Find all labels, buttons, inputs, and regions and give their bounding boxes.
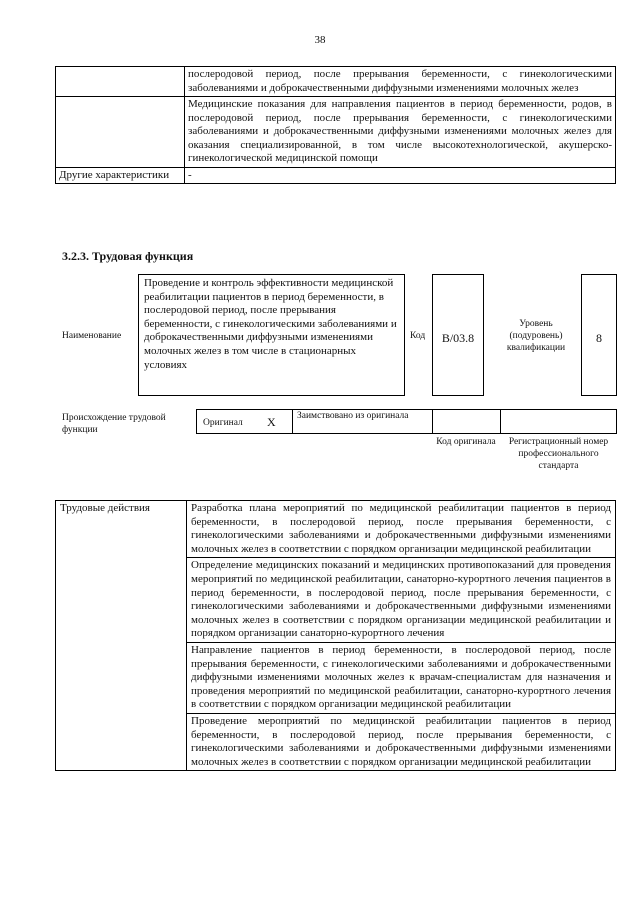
characteristics-table xyxy=(55,66,616,184)
borrowed-label: Заимствовано из оригинала xyxy=(297,411,409,421)
function-name-box: Проведение и контроль эффективности медицинской реабилитации пациентов в период беременности, в послеродовой период, после прерывания беременности, с гинекологическими заболеваниями и доброкачественными диффузными изменениями молочных желез в том числе в стационарных условиях xyxy=(138,274,405,396)
qualification-level-box: 8 xyxy=(581,274,617,396)
registration-number-cell xyxy=(500,409,617,434)
empty-label-cell xyxy=(56,67,185,97)
labor-action-item: Проведение мероприятий по медицинской реабилитации пациентов в период беременности, в послеродовой период, после прерывания беременности, с гинекологическими заболеваниями и доброкачественными диффузными изменениями молочных желез в соответствии с порядком организации медицинской реабилитации xyxy=(187,713,616,770)
section-title: 3.2.3. Трудовая функция xyxy=(62,249,194,263)
registration-number-caption: Регистрационный номер профессионального стандарта xyxy=(508,437,609,471)
original-code-caption: Код оригинала xyxy=(436,437,496,447)
page-number: 38 xyxy=(314,34,326,46)
labor-action-item: Определение медицинских показаний и медицинских противопоказаний для проведения мероприятий по медицинской реабилитации, санаторно-курортного лечения пациентов в период беременности, в послеродовой период, после прерывания беременности, с гинекологическими заболеваниями и доброкачественными диффузными изменениями молочных желез в соответствии с порядком организации медицинской реабилитации и порядком организации санаторно-курортного лечения xyxy=(187,558,616,643)
origin-label: Происхождение трудовой функции xyxy=(62,413,166,435)
other-characteristics-value: - xyxy=(185,167,616,184)
original-mark: X xyxy=(267,415,276,429)
conditions-cell: послеродовой период, после прерывания беременности, с гинекологическими заболеваниями и доброкачественными диффузными изменениями молочных желез xyxy=(185,67,616,97)
labor-actions-label: Трудовые действия xyxy=(56,501,187,771)
code-label: Код xyxy=(410,331,426,341)
original-code-cell xyxy=(432,409,501,434)
original-cell xyxy=(196,409,293,434)
origin-row xyxy=(196,409,617,434)
medical-indications-cell: Медицинские показания для направления пациентов в период беременности, родов, в послеродовой период, после прерывания беременности, с гинекологическими заболеваниями и доброкачественными диффузными изменениями молочных желез для оказания специализированной, в том числе высокотехнологической, акушерско-гинекологической медицинской помощи xyxy=(185,97,616,168)
empty-label-cell xyxy=(56,97,185,168)
name-label: Наименование xyxy=(62,331,122,341)
labor-action-item: Направление пациентов в период беременности, в послеродовой период, после прерывания беременности, с гинекологическими заболеваниями и доброкачественными диффузными изменениями молочных желез к врачам-специалистам для назначения и проведения мероприятий по медицинской реабилитации, санаторно-курортного лечения в соответствии с порядком организации медицинской реабилитации xyxy=(187,642,616,713)
original-label: Оригинал xyxy=(203,418,243,428)
labor-actions-table xyxy=(55,500,616,771)
qualification-level-label: Уровень (подуровень) квалификации xyxy=(506,319,566,353)
borrowed-cell xyxy=(292,409,433,434)
other-characteristics-label: Другие характеристики xyxy=(56,167,185,184)
function-code-box: B/03.8 xyxy=(432,274,484,396)
labor-action-item: Разработка плана мероприятий по медицинской реабилитации пациентов в период беременности, в послеродовой период, после прерывания беременности, с гинекологическими заболеваниями и доброкачественными диффузными изменениями молочных желез в соответствии с порядком организации медицинской реабилитации xyxy=(187,501,616,558)
